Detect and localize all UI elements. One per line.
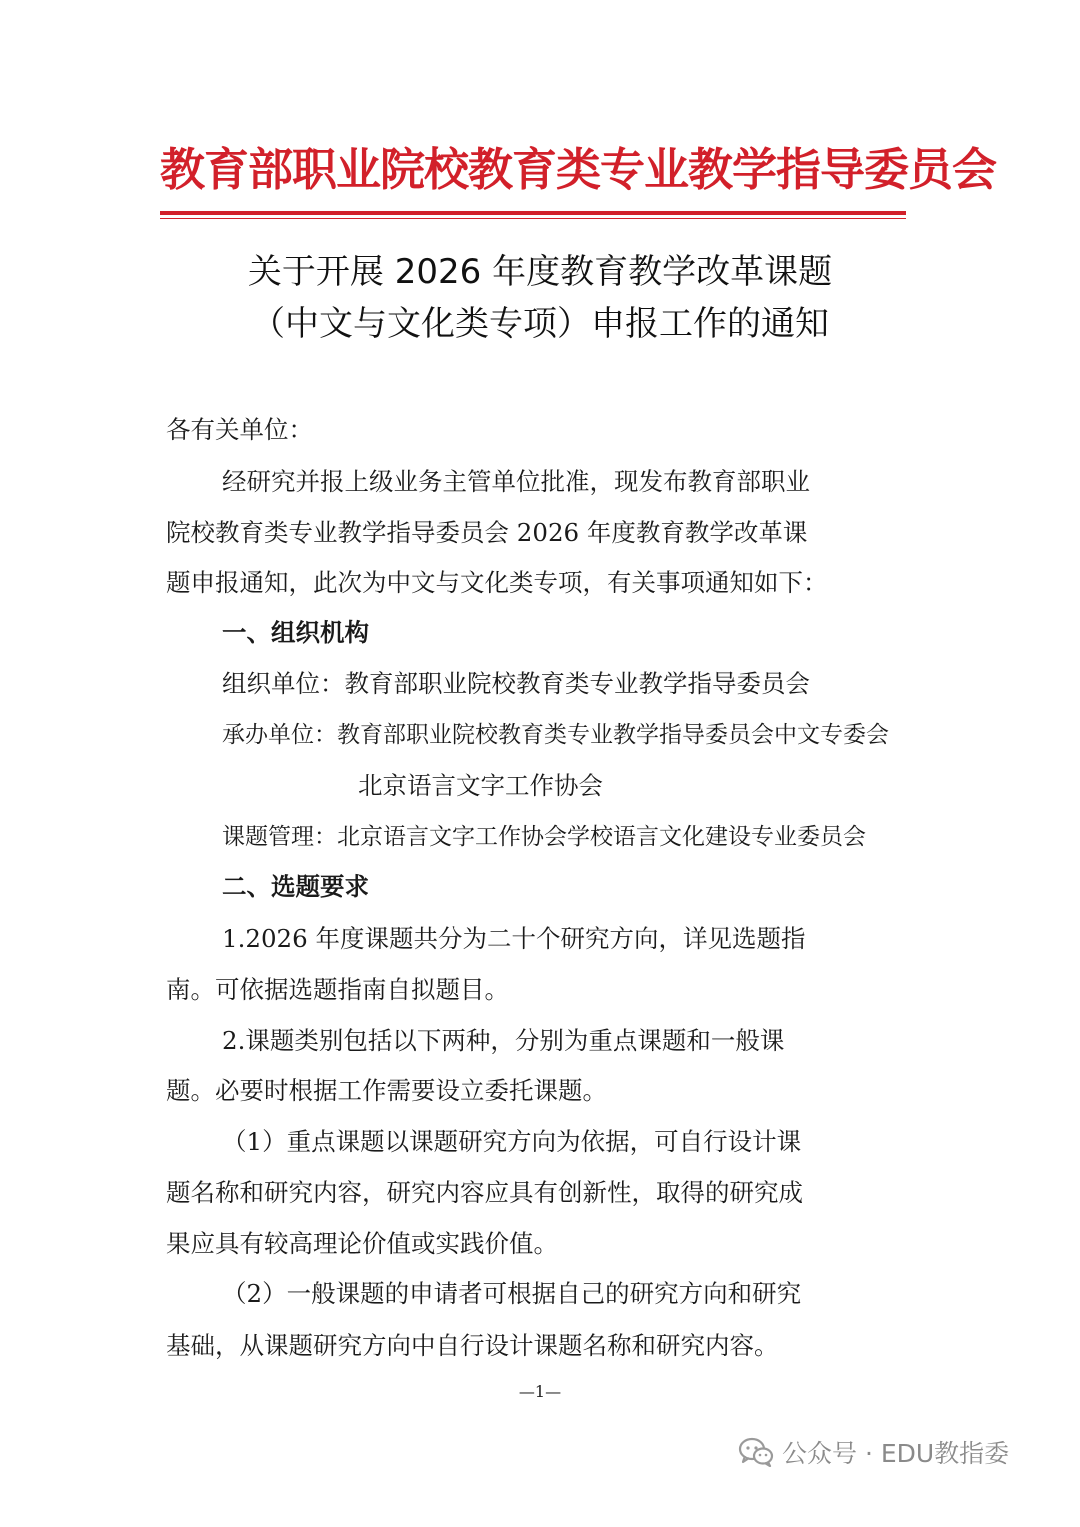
notice-title-line2: （中文与文化类专项）申报工作的通知 — [251, 304, 829, 344]
sub-item-1-line-2: 题名称和研究内容，研究内容应具有创新性，取得的研究成 — [166, 1178, 803, 1207]
sub-item-2-line-1: （2）一般课题的申请者可根据自己的研究方向和研究 — [222, 1279, 802, 1308]
section-heading-topics: 二、选题要求 — [222, 872, 369, 901]
wechat-icon — [738, 1437, 774, 1467]
item-2-line-2: 题。必要时根据工作需要设立委托课题。 — [166, 1076, 607, 1105]
page-number: —1— — [518, 1382, 562, 1401]
notice-title-line1: 关于开展 2026 年度教育教学改革课题 — [247, 252, 833, 292]
masthead-rule-thin — [160, 218, 906, 219]
item-2-line-1: 2.课题类别包括以下两种，分别为重点课题和一般课 — [222, 1026, 785, 1055]
notice-title — [160, 246, 920, 350]
manager-line: 课题管理：北京语言文字工作协会学校语言文化建设专业委员会 — [222, 824, 866, 850]
intro-line-3: 题申报通知，此次为中文与文化类专项，有关事项通知如下： — [166, 568, 828, 597]
salutation: 各有关单位： — [166, 415, 313, 444]
undertaker-line-2: 北京语言文字工作协会 — [358, 771, 603, 800]
undertaker-line: 承办单位：教育部职业院校教育类专业教学指导委员会中文专委会 — [222, 722, 889, 748]
organizer-line: 组织单位：教育部职业院校教育类专业教学指导委员会 — [222, 669, 810, 698]
intro-line-1: 经研究并报上级业务主管单位批准，现发布教育部职业 — [222, 467, 810, 496]
item-1-line-2: 南。可依据选题指南自拟题目。 — [166, 975, 509, 1004]
sub-item-1-line-1: （1）重点课题以课题研究方向为依据，可自行设计课 — [222, 1127, 802, 1156]
sub-item-2-line-2: 基础，从课题研究方向中自行设计课题名称和研究内容。 — [166, 1331, 779, 1360]
masthead-title: 教育部职业院校教育类专业教学指导委员会 — [160, 143, 997, 196]
item-1-line-1: 1.2026 年度课题共分为二十个研究方向，详见选题指 — [222, 924, 806, 953]
intro-line-2: 院校教育类专业教学指导委员会 2026 年度教育教学改革课 — [166, 518, 808, 547]
sub-item-1-line-3: 果应具有较高理论价值或实践价值。 — [166, 1229, 558, 1258]
watermark-text: 公众号 · EDU教指委 — [782, 1439, 1010, 1468]
section-heading-organization: 一、组织机构 — [222, 618, 369, 647]
masthead-rule-thick — [160, 211, 906, 215]
wechat-watermark — [738, 1432, 1009, 1472]
